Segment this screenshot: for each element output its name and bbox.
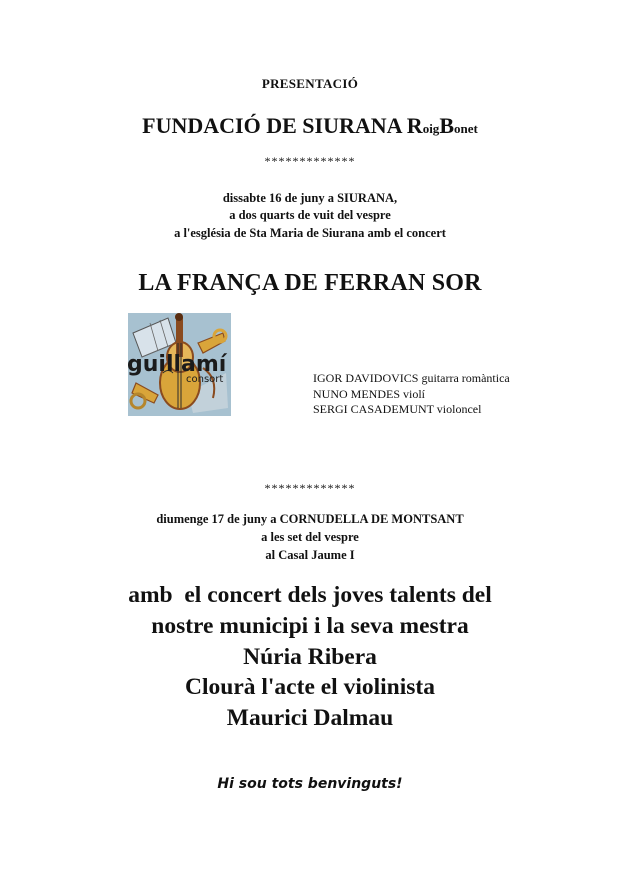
- violinist-name: Maurici Dalmau: [226, 705, 394, 731]
- logo-text-sub: consort: [186, 374, 224, 385]
- sunday-date-line: diumenge 17 de juny a CORNUDELLA DE MONTSANT: [156, 512, 464, 526]
- musician-role: guitarra romàntica: [421, 371, 510, 385]
- closing-line-1: amb el concert dels joves talents del: [128, 582, 492, 608]
- foundation-suffix-oig: oig: [422, 121, 440, 136]
- guillami-consort-logo: [128, 313, 231, 416]
- saturday-date-line: dissabte 16 de juny a SIURANA,: [222, 191, 398, 205]
- musician-name: SERGI CASADEMUNT: [313, 402, 434, 416]
- sunday-time-line: a les set del vespre: [261, 530, 359, 544]
- musician-line: [313, 387, 510, 403]
- foundation-name: FUNDACIÓ DE SIURANA: [142, 113, 402, 138]
- teacher-name: Núria Ribera: [243, 644, 377, 670]
- concert-title: LA FRANÇA DE FERRAN SOR: [138, 270, 482, 296]
- foundation-suffix-b: B: [439, 113, 454, 138]
- foundation-title: [0, 113, 620, 139]
- foundation-suffix-r: R: [406, 113, 423, 138]
- musician-role: violí: [403, 386, 426, 401]
- musician-role: violoncel: [436, 402, 482, 416]
- saturday-time-line: a dos quarts de vuit del vespre: [229, 208, 391, 222]
- musician-name: NUNO MENDES: [313, 386, 400, 401]
- saturday-venue-line: a l'església de Sta Maria de Siurana amb el concert: [174, 226, 446, 240]
- separator-stars: *************: [264, 481, 356, 495]
- logo-text-main: guillamí: [128, 352, 227, 377]
- musician-name: IGOR DAVIDOVICS: [313, 371, 419, 385]
- closing-line-4: Clourà l'acte el violinista: [185, 674, 435, 700]
- musician-line: [313, 371, 510, 387]
- sunday-venue-line: al Casal Jaume I: [265, 548, 355, 562]
- closing-line-2: nostre municipi i la seva mestra: [151, 613, 469, 639]
- foundation-suffix-onet: onet: [454, 121, 478, 136]
- musician-line: [313, 402, 510, 418]
- welcome-message: Hi sou tots benvinguts!: [217, 776, 403, 792]
- presentation-label: PRESENTACIÓ: [261, 76, 359, 91]
- musicians-list: [313, 371, 510, 418]
- separator-stars: *************: [264, 154, 356, 168]
